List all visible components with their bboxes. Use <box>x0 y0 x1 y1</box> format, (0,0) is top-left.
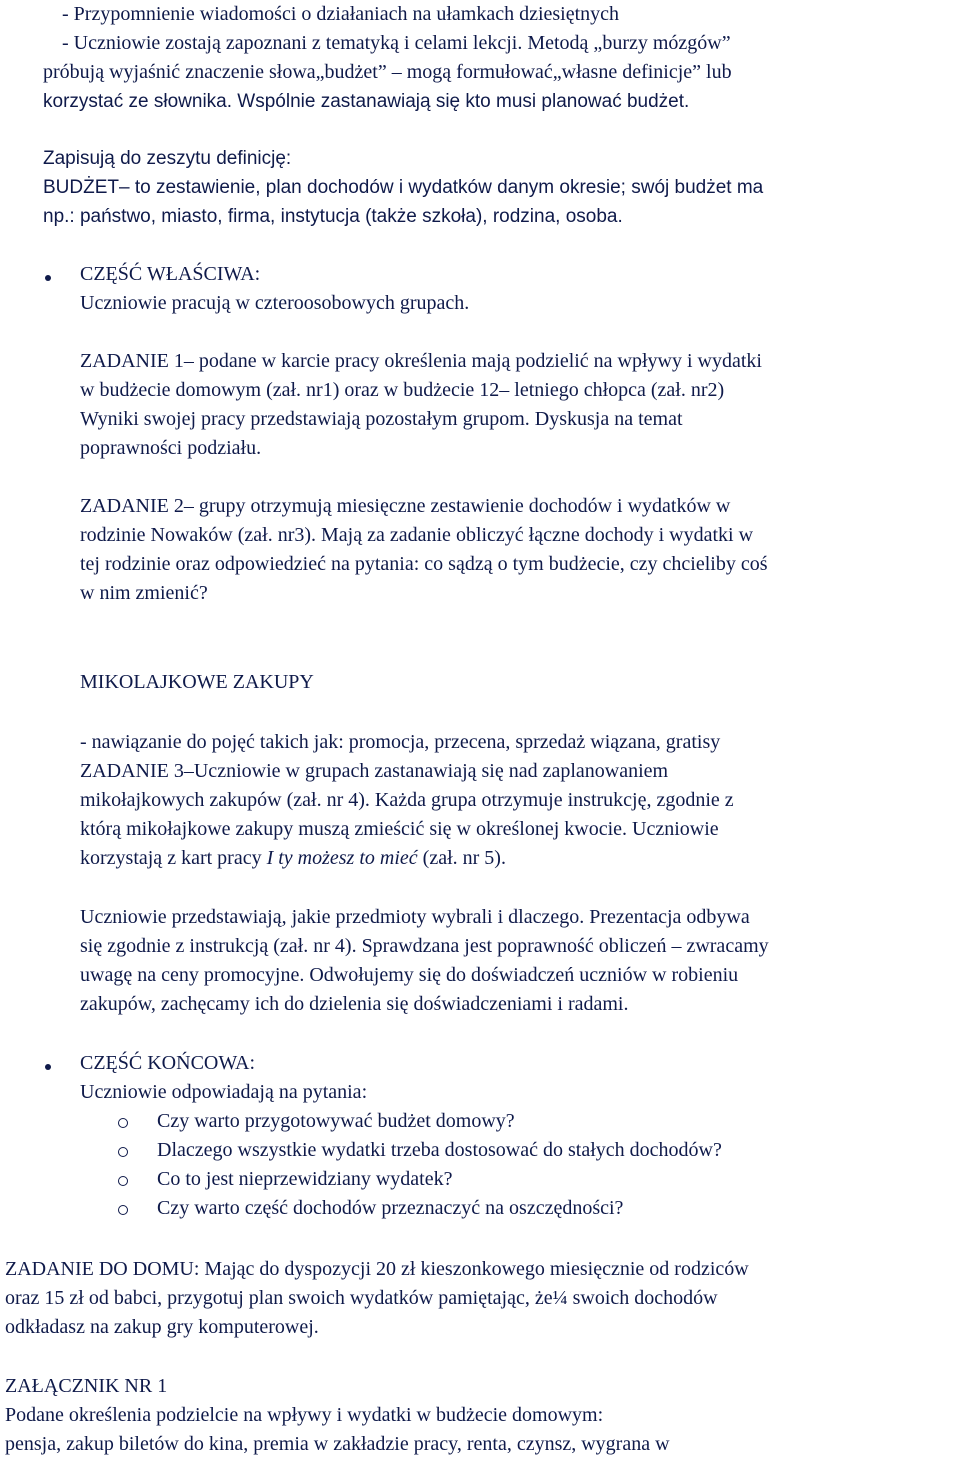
section-heading-main: CZĘŚĆ WŁAŚCIWA: <box>80 263 261 285</box>
section-heading-final: CZĘŚĆ KOŃCOWA: <box>80 1052 256 1074</box>
shopping-text: (zał. nr 5). <box>417 847 506 869</box>
homework-line: oraz 15 zł od babci, przygotuj plan swoich wydatków pamiętając, że¼ swoich dochodów <box>5 1287 718 1309</box>
shopping-line: ZADANIE 3–Uczniowie w grupach zastanawiają się nad zaplanowaniem <box>80 760 669 782</box>
presentation-line: zakupów, zachęcamy ich do dzielenia się doświadczeniami i radami. <box>80 993 629 1015</box>
presentation-line: uwagę na ceny promocyjne. Odwołujemy się do doświadczeń uczniów w robieniu <box>80 964 739 986</box>
intro-line: korzystać ze słownika. Wspólnie zastanawiają się kto musi planować budżet. <box>43 91 690 112</box>
homework-line: odkładasz na zakup gry komputerowej. <box>5 1316 319 1338</box>
circle-bullet-icon <box>118 1118 128 1128</box>
task2-line: rodzinie Nowaków (zał. nr3). Mają za zadanie obliczyć łączne dochody i wydatki w <box>80 524 754 546</box>
task2-line: w nim zmienić? <box>80 582 208 604</box>
question-item: Co to jest nieprzewidziany wydatek? <box>157 1168 453 1190</box>
question-item: Czy warto część dochodów przeznaczyć na oszczędności? <box>157 1197 624 1219</box>
groups-line: Uczniowie pracują w czteroosobowych grupach. <box>80 292 470 314</box>
task1-line: ZADANIE 1– podane w karcie pracy określenia mają podzielić na wpływy i wydatki <box>80 350 762 372</box>
task1-line: Wyniki swojej pracy przedstawiają pozostałym grupom. Dyskusja na temat <box>80 408 683 430</box>
shopping-line: którą mikołajkowe zakupy muszą zmieścić się w określonej kwocie. Uczniowie <box>80 818 719 840</box>
bullet-icon <box>45 1064 51 1070</box>
worksheet-title: I ty możesz to mieć <box>266 847 418 869</box>
task1-line: w budżecie domowym (zał. nr1) oraz w budżecie 12– letniego chłopca (zał. nr2) <box>80 379 725 401</box>
definition-line: Zapisują do zeszytu definicję: <box>43 148 292 169</box>
attachment-heading: ZAŁĄCZNIK NR 1 <box>5 1375 168 1397</box>
task2-line: ZADANIE 2– grupy otrzymują miesięczne zestawienie dochodów i wydatków w <box>80 495 731 517</box>
definition-line: np.: państwo, miasto, firma, instytucja (także szkoła), rodzina, osoba. <box>43 206 623 227</box>
intro-line: - Przypomnienie wiadomości o działaniach na ułamkach dziesiętnych <box>62 3 620 25</box>
shopping-line: - nawiązanie do pojęć takich jak: promocja, przecena, sprzedaż wiązana, gratisy <box>80 731 721 753</box>
task2-line: tej rodzinie oraz odpowiedzieć na pytania: co sądzą o tym budżecie, czy chcieliby coś <box>80 553 768 575</box>
task1-line: poprawności podziału. <box>80 437 262 459</box>
shopping-text: korzystają z kart pracy <box>80 847 267 869</box>
homework-line: ZADANIE DO DOMU: Mając do dyspozycji 20 zł kieszonkowego miesięcznie od rodziców <box>5 1258 749 1280</box>
intro-line: próbują wyjaśnić znaczenie słowa„budżet” – mogą formułować„własne definicje” lub <box>43 61 732 83</box>
section-heading-shopping: MIKOLAJKOWE ZAKUPY <box>80 671 314 693</box>
circle-bullet-icon <box>118 1205 128 1215</box>
final-intro: Uczniowie odpowiadają na pytania: <box>80 1081 368 1103</box>
presentation-line: Uczniowie przedstawiają, jakie przedmioty wybrali i dlaczego. Prezentacja odbywa <box>80 906 750 928</box>
question-item: Czy warto przygotowywać budżet domowy? <box>157 1110 515 1132</box>
intro-line: - Uczniowie zostają zapoznani z tematyką i celami lekcji. Metodą „burzy mózgów” <box>62 32 731 54</box>
definition-line: BUDŻET– to zestawienie, plan dochodów i wydatków danym okresie; swój budżet ma <box>43 177 764 198</box>
attachment-line: pensja, zakup biletów do kina, premia w zakładzie pracy, renta, czynsz, wygrana w <box>5 1433 670 1455</box>
bullet-icon <box>45 275 51 281</box>
shopping-line-last <box>80 844 506 873</box>
circle-bullet-icon <box>118 1147 128 1157</box>
attachment-line: Podane określenia podzielcie na wpływy i wydatki w budżecie domowym: <box>5 1404 604 1426</box>
presentation-line: się zgodnie z instrukcją (zał. nr 4). Sprawdzana jest poprawność obliczeń – zwracamy <box>80 935 769 957</box>
shopping-line: mikołajkowych zakupów (zał. nr 4). Każda grupa otrzymuje instrukcję, zgodnie z <box>80 789 734 811</box>
question-item: Dlaczego wszystkie wydatki trzeba dostosować do stałych dochodów? <box>157 1139 722 1161</box>
circle-bullet-icon <box>118 1176 128 1186</box>
